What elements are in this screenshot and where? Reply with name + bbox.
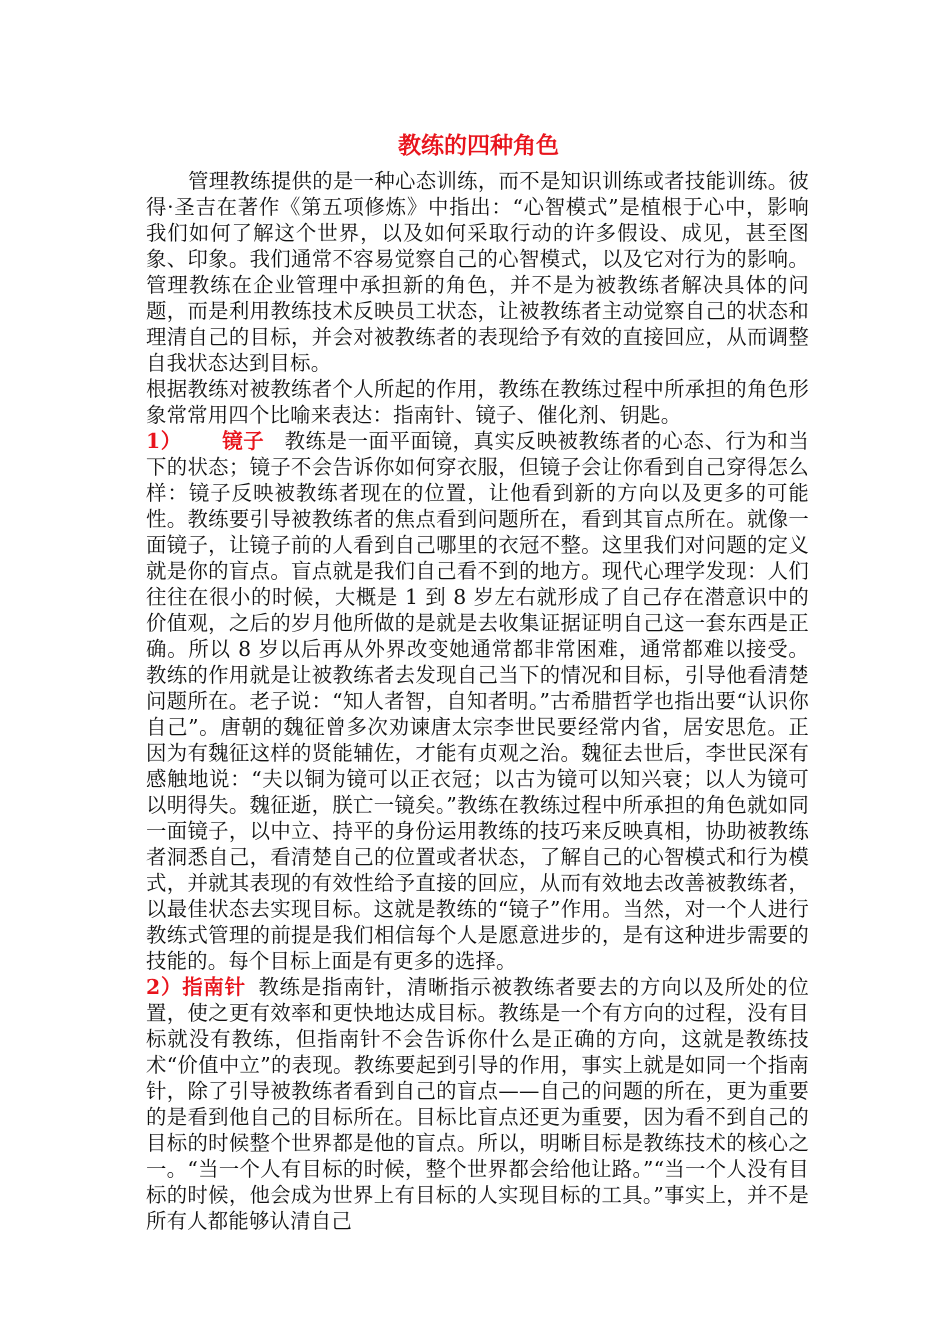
section-mirror-text: 教练是一面平面镜，真实反映被教练者的心态、行为和当下的状态；镜子不会告诉你如何穿衣服，但镜子会让你看到自己穿得怎么样：镜子反映被教练者现在的位置，让他看到新的方向以及更多的可能性。教练要引导被教练者的焦点看到问题所在，看到其盲点所在。就像一面镜子，让镜子前的人看到自己哪里的衣冠不整。这里我们对问题的定义就是你的盲点。盲点就是我们自己看不到的地方。现代心理学发现：人们往往在很小的时候，大概是 1 到 8 岁左右就形成了自己存在潜意识中的价值观，之后的岁月他所做的是就是去收集证据证明自己这一套东西是正确。所以 8 岁以后再从外界改变她通常都非常困难，通常都难以接受。教练的作用就是让被教练者去发现自己当下的情况和目标，引导他看清楚问题所在。老子说：“知人者智，自知者明。”古希腊哲学也指出要“认识你自己”。唐朝的魏征曾多次劝谏唐太宗李世民要经常内省，居安思危。正因为有魏征这样的贤能辅佐，才能有贞观之治。魏征去世后，李世民深有感触地说：“夫以铜为镜可以正衣冠；以古为镜可以知兴衰；以人为镜可以明得失。魏征逝，朕亡一镜矣。”教练在教练过程中所承担的角色就如同一面镜子，以中立、持平的身份运用教练的技巧来反映真相，协助被教练者洞悉自己，看清楚自己的位置或者状态，了解自己的心智模式和行为模式，并就其表现的有效性给予直接的回应，从而有效地去改善被教练者，以最佳状态去实现目标。这就是教练的“镜子”作用。当然，对一个人进行教练式管理的前提是我们相信每个人是愿意进步的，是有这种进步需要的技能的。每个目标上面是有更多的选择。	[146, 429, 810, 973]
section-compass	[146, 974, 809, 1234]
section-compass-heading: 指南针	[182, 975, 246, 999]
section-mirror-number: 1）	[146, 429, 182, 453]
section-mirror	[146, 428, 809, 974]
section-compass-number: 2）	[146, 975, 183, 999]
intro-paragraph: 管理教练提供的是一种心态训练，而不是知识训练或者技能训练。彼得·圣吉在著作《第五项修炼》中指出：“心智模式”是植根于心中，影响我们如何了解这个世界，以及如何采取行动的许多假设、成见，甚至图象、印象。我们通常不容易觉察自己的心智模式，以及它对行为的影响。管理教练在企业管理中承担新的角色，并不是为被教练者解决具体的问题，而是利用教练技术反映员工状态，让被教练者主动觉察自己的状态和理清自己的目标，并会对被教练者的表现给予有效的直接回应，从而调整自我状态达到目标。	[146, 169, 809, 375]
roles-intro-paragraph: 根据教练对被教练者个人所起的作用，教练在教练过程中所承担的角色形象常常用四个比喻来表达：指南针、镜子、催化剂、钥匙。	[146, 377, 809, 427]
document-page	[146, 130, 809, 1234]
section-mirror-heading: 镜子	[221, 429, 265, 453]
document-title: 教练的四种角色	[398, 132, 559, 159]
section-compass-text: 教练是指南针，清晰指示被教练者要去的方向以及所处的位置，使之更有效率和更快地达成目标。教练是一个有方向的过程，没有目标就没有教练，但指南针不会告诉你什么是正确的方向，这就是教练技术“价值中立”的表现。教练要起到引导的作用，事实上就是如同一个指南针，除了引导被教练者看到自己的盲点——自己的问题的所在，更为重要的是看到他自己的目标所在。目标比盲点还更为重要，因为看不到自己的目标的时候整个世界都是他的盲点。所以，明晰目标是教练技术的核心之一。“当一个人有目标的时候，整个世界都会给他让路。”“当一个人没有目标的时候，他会成为世界上有目标的人实现目标的工具。”事实上，并不是所有人都能够认清自己	[146, 975, 809, 1233]
